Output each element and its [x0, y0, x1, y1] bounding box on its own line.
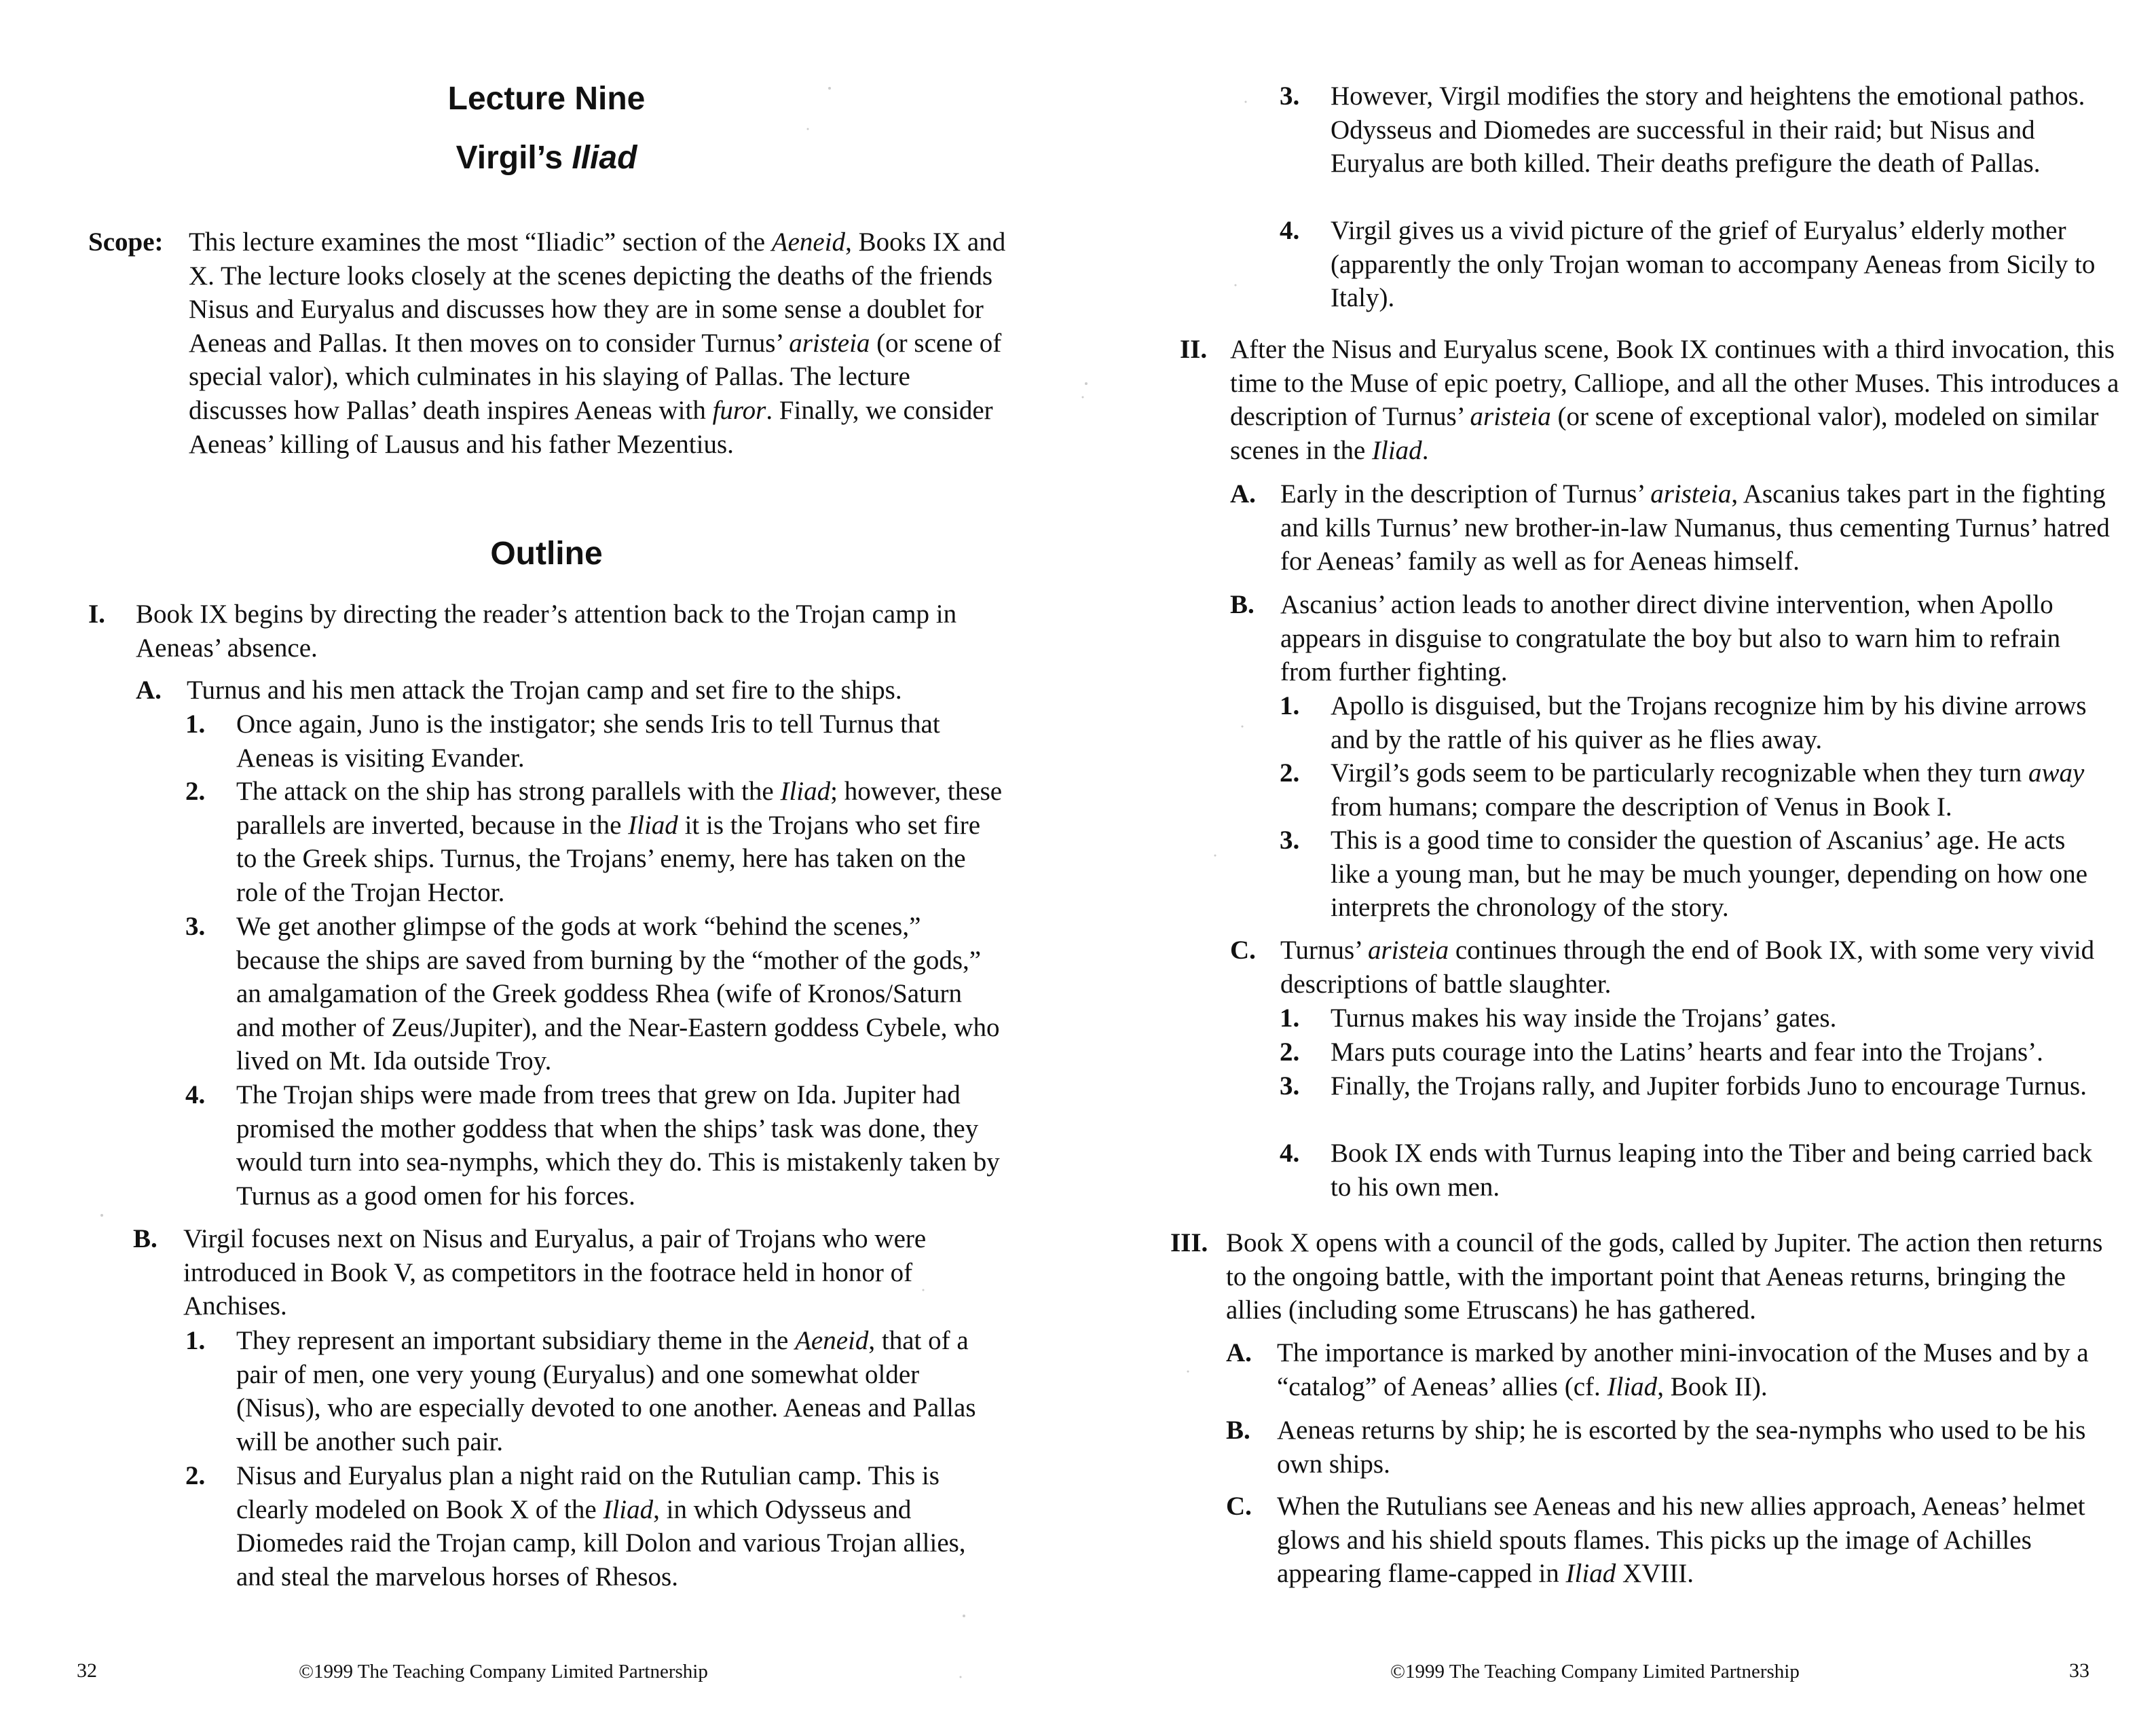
outline-item-IA2: The attack on the ship has strong parallels with the Iliad; however, these parallels are inverted, because in the Iliad it is the Trojans who set fire to the Greek ships. Turnus, the Trojans’ enemy, here has taken on the role of the Trojan Hector.: [236, 777, 1003, 907]
outline-item-IB: Virgil focuses next on Nisus and Euryalus, a pair of Trojans who were introduced in Book V, as competitors in the footrace held in honor of Anchises.: [183, 1224, 927, 1321]
outline-label-IB4: 4.: [1280, 216, 1300, 245]
outline-label-IA: A.: [136, 676, 162, 705]
outline-label-IIC: C.: [1230, 936, 1256, 965]
outline-item-IB4: Virgil gives us a vivid picture of the grief of Euryalus’ elderly mother (apparently the only Trojan woman to accompany Aeneas from Sicily to Italy).: [1331, 216, 2096, 313]
outline-item-IIC1: Turnus makes his way inside the Trojans’ gates.: [1331, 1003, 1837, 1033]
outline-item-IA4: The Trojan ships were made from trees that grew on Ida. Jupiter had promised the mother goddess that when the ships’ task was done, they would turn into sea-nymphs, which they do. This is mistakenly taken by Turnus as a good omen for his forces.: [236, 1080, 1000, 1211]
outline-item-IIB2: Virgil’s gods seem to be particularly recognizable when they turn away from humans; compare the description of Venus in Book I.: [1331, 758, 2085, 822]
outline-label-IA2: 2.: [185, 777, 206, 806]
outline-label-IIC3: 3.: [1280, 1071, 1300, 1101]
scope-paragraph: This lecture examines the most “Iliadic” section of the Aeneid, Books IX and X. The lecture looks closely at the scenes depicting the deaths of the friends Nisus and Euryalus and discusses how they are in some sense a doublet for Aeneas and Pallas. It then moves on to consider Turnus’ aristeia (or scene of special valor), which culminates in his slaying of Pallas. The lecture discusses how Pallas’ death inspires Aeneas with furor. Finally, we consider Aeneas’ killing of Lausus and his father Mezentius.: [189, 227, 1006, 459]
lecture-subtitle: [0, 139, 1093, 177]
outline-label-IB3: 3.: [1280, 81, 1300, 111]
outline-item-IIC: Turnus’ aristeia continues through the end of Book IX, with some very vivid descriptions of battle slaughter.: [1280, 936, 2095, 999]
outline-item-IIC4: Book IX ends with Turnus leaping into the Tiber and being carried back to his own men.: [1331, 1139, 2093, 1202]
outline-item-IIB1: Apollo is disguised, but the Trojans recognize him by his divine arrows and by the rattle of his quiver as he flies away.: [1331, 691, 2087, 754]
outline-label-IIC1: 1.: [1280, 1003, 1300, 1033]
outline-item-I: Book IX begins by directing the reader’s attention back to the Trojan camp in Aeneas’ absence.: [136, 600, 957, 663]
outline-label-IIB1: 1.: [1280, 691, 1300, 720]
outline-label-III: III.: [1170, 1228, 1208, 1257]
outline-label-IIIB: B.: [1226, 1416, 1250, 1445]
outline-item-IIIA: The importance is marked by another mini-invocation of the Muses and by a “catalog” of Aeneas’ allies (cf. Iliad, Book II).: [1277, 1338, 2089, 1401]
outline-item-IIIC: When the Rutulians see Aeneas and his new allies approach, Aeneas’ helmet glows and his shield spouts flames. This picks up the image of Achilles appearing flame-capped in Iliad XVIII.: [1277, 1492, 2085, 1589]
outline-item-IIC3: Finally, the Trojans rally, and Jupiter forbids Juno to encourage Turnus.: [1331, 1071, 2087, 1101]
outline-item-IA: Turnus and his men attack the Trojan camp and set fire to the ships.: [187, 676, 902, 705]
outline-item-IB3: However, Virgil modifies the story and heightens the emotional pathos. Odysseus and Diomedes are successful in their raid; but Nisus and Euryalus are both killed. Their deaths prefigure the death of Pallas.: [1331, 81, 2085, 179]
outline-label-IB1: 1.: [185, 1326, 206, 1355]
lecture-subtitle-italic: Iliad: [572, 140, 637, 176]
lecture-subtitle-prefix: Virgil’s: [456, 140, 572, 176]
outline-item-IA3: We get another glimpse of the gods at work “behind the scenes,” because the ships are saved from burning by the “mother of the gods,” an amalgamation of the Greek goddess Rhea (wife of Kronos/Saturn and mother of Zeus/Jupiter), and the Near-Eastern goddess Cybele, who lived on Mt. Ida outside Troy.: [236, 912, 1000, 1076]
outline-item-IB1: They represent an important subsidiary theme in the Aeneid, that of a pair of men, one very young (Euryalus) and one somewhat older (Nisus), who are especially devoted to one another. Aeneas and Pallas will be another such pair.: [236, 1326, 976, 1456]
outline-item-II: After the Nisus and Euryalus scene, Book IX continues with a third invocation, this time to the Muse of epic poetry, Calliope, and all the other Muses. This introduces a description of Turnus’ aristeia (or scene of exceptional valor), modeled on similar scenes in the Iliad.: [1230, 335, 2119, 465]
lecture-title: Lecture Nine: [447, 81, 646, 117]
scope-label: Scope:: [88, 227, 164, 257]
page-number-left: 32: [77, 1659, 97, 1682]
outline-label-IIB: B.: [1230, 590, 1254, 619]
outline-item-IA1: Once again, Juno is the instigator; she sends Iris to tell Turnus that Aeneas is visiting Evander.: [236, 710, 940, 773]
outline-item-IIIB: Aeneas returns by ship; he is escorted by the sea-nymphs who used to be his own ships.: [1277, 1416, 2086, 1479]
outline-label-IIIA: A.: [1226, 1338, 1252, 1367]
outline-label-I: I.: [88, 600, 105, 629]
outline-label-IIB3: 3.: [1280, 826, 1300, 855]
outline-label-IIC4: 4.: [1280, 1139, 1300, 1168]
outline-label-IIIC: C.: [1226, 1492, 1252, 1521]
outline-label-II: II.: [1180, 335, 1208, 364]
outline-label-IA1: 1.: [185, 710, 206, 739]
outline-item-IIC2: Mars puts courage into the Latins’ hearts and fear into the Trojans’.: [1331, 1037, 2043, 1067]
outline-item-IB2: Nisus and Euryalus plan a night raid on the Rutulian camp. This is clearly modeled on Book X of the Iliad, in which Odysseus and Diomedes raid the Trojan camp, kill Dolon and various Trojan allies, and steal the marvelous horses of Rhesos.: [236, 1461, 966, 1591]
outline-label-IB: B.: [133, 1224, 157, 1253]
outline-label-IIC2: 2.: [1280, 1037, 1300, 1067]
outline-item-IIB: Ascanius’ action leads to another direct divine intervention, when Apollo appears in disguise to congratulate the boy but also to warn him to refrain from further fighting.: [1280, 590, 2061, 687]
outline-label-IB2: 2.: [185, 1461, 206, 1490]
outline-item-III: Book X opens with a council of the gods, called by Jupiter. The action then returns to the ongoing battle, with the important point that Aeneas returns, bringing the allies (including some Etruscans) he has gathered.: [1226, 1228, 2103, 1325]
outline-item-IIA: Early in the description of Turnus’ aristeia, Ascanius takes part in the fighting and kills Turnus’ new brother-in-law Numanus, thus cementing Turnus’ hatred for Aeneas’ family as well as for Aeneas himself.: [1280, 479, 2110, 576]
right-page: [1078, 0, 2156, 1713]
outline-label-IA4: 4.: [185, 1080, 206, 1109]
page-number-right: 33: [2069, 1659, 2089, 1682]
outline-label-IIB2: 2.: [1280, 758, 1300, 788]
outline-heading: Outline: [490, 536, 603, 572]
footer-left: ©1999 The Teaching Company Limited Partnership: [299, 1661, 708, 1682]
outline-item-IIB3: This is a good time to consider the question of Ascanius’ age. He acts like a young man, but he may be much younger, depending on how one interprets the chronology of the story.: [1331, 826, 2088, 923]
outline-label-IIA: A.: [1230, 479, 1256, 509]
footer-right: ©1999 The Teaching Company Limited Partnership: [1390, 1661, 1800, 1682]
outline-label-IA3: 3.: [185, 912, 206, 941]
